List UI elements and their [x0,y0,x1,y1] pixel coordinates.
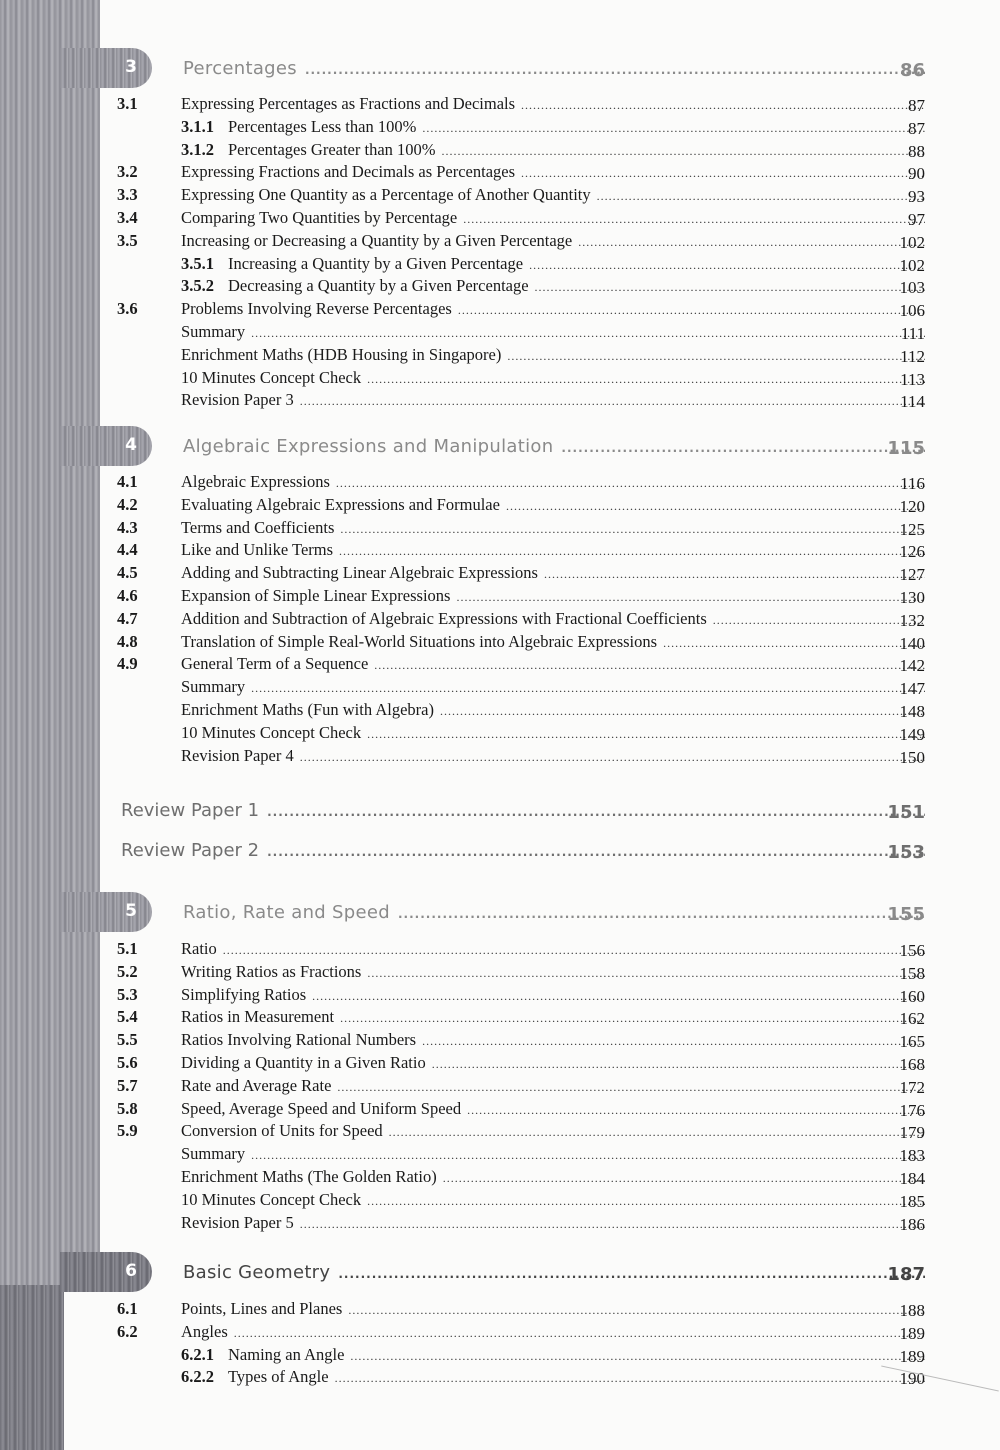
toc-entry[interactable] [0,1343,1000,1366]
entry-title: General Term of a Sequence [181,654,369,674]
leader-dots [300,394,925,409]
entry-title: Naming an Angle [228,1344,345,1364]
entry-title: Simplifying Ratios [181,984,307,1004]
subsection-number: 3.5.1 [181,253,214,273]
entry-title: Points, Lines and Planes [181,1299,343,1318]
section-number: 5.5 [117,1030,138,1050]
entry-page: 185 [899,1191,925,1211]
review-page: 153 [887,842,925,863]
entry-title: Percentages Less than 100% [228,116,417,136]
entry-title: Enrichment Maths (HDB Housing in Singapore) [181,344,502,364]
toc-entry[interactable] [0,1119,1000,1142]
entry-page: 126 [899,542,925,562]
entry-title: Problems Involving Reverse Percentages [181,299,452,319]
entry-page: 172 [899,1077,925,1097]
leader-dots [578,235,925,250]
toc-entry[interactable] [0,652,1000,675]
leader-dots [367,1194,925,1209]
entry-title: Speed, Average Speed and Uniform Speed [181,1098,462,1118]
toc-entry[interactable] [0,92,1000,115]
leader-dots [456,590,925,605]
chapter-page: 155 [887,904,925,925]
entry-title: Summary [181,322,246,341]
toc-entry[interactable] [0,1365,1000,1388]
entry-page: 188 [899,1301,925,1320]
entry-title: Revision Paper 3 [181,390,294,410]
toc-entry[interactable] [0,206,1000,229]
toc-entry[interactable] [0,1051,1000,1074]
leader-dots [398,907,925,921]
leader-dots [432,1057,925,1072]
entry-title: Angles [181,1321,228,1341]
section-number: 5.4 [117,1007,138,1027]
entry-title: Ratios in Measurement [181,1007,335,1027]
entry-page: 183 [899,1146,925,1166]
entry-title: Writing Ratios as Fractions [181,961,362,981]
toc-entry[interactable] [0,1188,1000,1211]
toc-entry[interactable] [0,675,1000,698]
section-number: 5.3 [117,984,138,1004]
entry-page: 90 [908,164,925,184]
toc-entry[interactable] [0,630,1000,653]
section-number: 4.3 [117,517,138,537]
leader-dots [367,372,925,387]
toc-entry[interactable] [0,744,1000,767]
leader-dots [267,805,925,819]
leader-dots [234,1326,925,1341]
entry-page: 147 [899,679,925,699]
leader-dots [544,567,925,582]
leader-dots [374,658,925,673]
chapter-number: 6 [125,1261,137,1281]
entry-page: 111 [900,324,925,343]
entry-title: Increasing or Decreasing a Quantity by a Given Percentage [181,230,573,250]
section-number: 4.6 [117,586,138,605]
entry-page: 165 [899,1032,925,1052]
entry-page: 103 [899,278,925,298]
entry-title: Revision Paper 5 [181,1212,294,1232]
leader-dots [338,1267,925,1281]
toc-entry[interactable] [0,1297,1000,1320]
entry-title: Comparing Two Quantities by Percentage [181,208,458,227]
section-number: 3.1 [117,94,138,113]
leader-dots [529,258,925,273]
leader-dots [340,1011,925,1026]
entry-page: 112 [900,346,925,366]
toc-entry[interactable] [0,1028,1000,1051]
chapter-heading[interactable] [0,56,1000,86]
leader-dots [312,989,925,1004]
entry-title: Summary [181,1144,246,1164]
section-number: 3.6 [117,299,138,319]
entry-page: 186 [899,1214,925,1234]
leader-dots [422,121,925,136]
entry-page: 130 [899,588,925,607]
chapter-title: Ratio, Rate and Speed [183,902,390,923]
toc-entry[interactable] [0,1165,1000,1188]
entry-page: 140 [899,633,925,653]
leader-dots [561,441,925,455]
review-paper-1[interactable] [0,798,1000,828]
entry-title: Conversion of Units for Speed [181,1121,383,1141]
chapter-heading[interactable] [0,1260,1000,1290]
review-page: 151 [887,802,925,823]
entry-title: Enrichment Maths (The Golden Ratio) [181,1167,437,1186]
toc-entry[interactable] [0,160,1000,183]
leader-dots [251,326,925,341]
entry-page: 156 [899,941,925,960]
leader-dots [422,1034,925,1049]
section-number: 5.7 [117,1075,138,1095]
subsection-number: 6.2.1 [181,1344,214,1364]
leader-dots [251,681,925,696]
entry-page: 168 [899,1055,925,1074]
entry-page: 189 [899,1323,925,1343]
leader-dots [267,845,925,859]
entry-page: 142 [899,656,925,676]
entry-page: 184 [899,1169,925,1188]
leader-dots [339,544,925,559]
leader-dots [443,1171,925,1186]
section-number: 4.1 [117,472,138,491]
toc-entry[interactable] [0,607,1000,630]
entry-title: Adding and Subtracting Linear Algebraic Expressions [181,563,538,583]
leader-dots [300,1217,925,1232]
entry-page: 106 [899,301,925,321]
leader-dots [521,166,925,181]
section-number: 4.9 [117,654,138,674]
leader-dots [251,1148,925,1163]
subsection-number: 3.1.2 [181,139,214,159]
leader-dots [305,63,925,77]
section-number: 4.8 [117,631,138,651]
entry-page: 120 [899,496,925,516]
leader-dots [521,98,925,113]
entry-title: Enrichment Maths (Fun with Algebra) [181,700,434,719]
leader-dots [340,522,925,537]
leader-dots [535,280,925,295]
entry-page: 93 [908,187,925,207]
leader-dots [467,1103,925,1118]
leader-dots [223,943,925,958]
toc-entry[interactable] [0,252,1000,275]
entry-page: 113 [900,369,925,389]
entry-title: Algebraic Expressions [181,472,330,491]
toc-entry[interactable] [0,274,1000,297]
entry-page: 125 [899,519,925,539]
section-number: 5.9 [117,1121,138,1141]
entry-title: Increasing a Quantity by a Given Percentage [228,253,524,273]
toc-entry[interactable] [0,366,1000,389]
entry-page: 190 [899,1369,925,1389]
entry-page: 189 [899,1346,925,1366]
chapter-number: 4 [125,435,137,455]
section-number: 3.2 [117,162,138,182]
entry-title: Evaluating Algebraic Expressions and Formulae [181,494,500,514]
toc-entry[interactable] [0,721,1000,744]
toc-entry[interactable] [0,1142,1000,1165]
review-title: Review Paper 1 [121,800,260,821]
toc-entry[interactable] [0,698,1000,721]
entry-title: Expressing Fractions and Decimals as Percentages [181,162,516,182]
entry-page: 179 [899,1123,925,1143]
entry-title: 10 Minutes Concept Check [181,367,362,387]
entry-page: 87 [908,118,925,138]
subsection-number: 6.2.2 [181,1367,214,1387]
chapter-number: 3 [125,57,137,77]
entry-page: 114 [900,392,925,412]
section-number: 4.7 [117,608,138,628]
chapter-page: 115 [887,438,925,459]
toc-entry[interactable] [0,115,1000,138]
toc-entry[interactable] [0,937,1000,960]
entry-title: Ratio [181,939,217,958]
toc-entry[interactable] [0,1097,1000,1120]
toc-entry[interactable] [0,1005,1000,1028]
entry-title: Expansion of Simple Linear Expressions [181,586,451,605]
toc-entry[interactable] [0,960,1000,983]
toc-entry[interactable] [0,138,1000,161]
chapter-heading[interactable] [0,900,1000,930]
entry-page: 150 [899,747,925,767]
section-number: 3.5 [117,230,138,250]
toc-entry[interactable] [0,983,1000,1006]
review-title: Review Paper 2 [121,840,260,861]
section-number: 4.5 [117,563,138,583]
entry-title: Percentages Greater than 100% [228,139,436,159]
entry-page: 116 [900,474,925,493]
subsection-number: 3.5.2 [181,276,214,296]
toc-entry[interactable] [0,343,1000,366]
entry-title: Revision Paper 4 [181,745,294,765]
toc-entry[interactable] [0,320,1000,343]
entry-page: 88 [908,141,925,161]
entry-title: Expressing One Quantity as a Percentage of Another Quantity [181,185,591,205]
leader-dots [367,966,925,981]
chapter-page: 187 [887,1264,925,1285]
entry-title: Like and Unlike Terms [181,540,334,560]
section-number: 5.8 [117,1098,138,1118]
entry-title: Addition and Subtraction of Algebraic Expressions with Fractional Coefficients [181,608,707,628]
leader-dots [337,1080,925,1095]
section-number: 5.6 [117,1053,138,1072]
toc-entry[interactable] [0,297,1000,320]
chapter-number: 5 [125,901,137,921]
toc-entry[interactable] [0,1211,1000,1234]
leader-dots [458,303,925,318]
section-number: 4.2 [117,494,138,514]
leader-dots [300,750,925,765]
chapter-page: 86 [899,60,925,81]
entry-page: 149 [899,724,925,744]
entry-title: Dividing a Quantity in a Given Ratio [181,1053,426,1072]
leader-dots [463,212,925,227]
chapter-heading[interactable] [0,434,1000,464]
leader-dots [506,499,925,514]
entry-title: Terms and Coefficients [181,517,335,537]
leader-dots [350,1349,925,1364]
entry-page: 158 [899,963,925,983]
entry-title: Translation of Simple Real-World Situations into Algebraic Expressions [181,631,658,651]
section-number: 6.2 [117,1321,138,1341]
leader-dots [440,704,925,719]
entry-page: 176 [899,1100,925,1120]
entry-page: 102 [899,255,925,275]
section-number: 4.4 [117,540,138,560]
leader-dots [389,1125,925,1140]
toc-entry[interactable] [0,516,1000,539]
section-number: 6.1 [117,1299,138,1318]
leader-dots [348,1303,925,1318]
subsection-number: 3.1.1 [181,116,214,136]
toc-entry[interactable] [0,584,1000,607]
leader-dots [335,1371,925,1386]
section-number: 5.2 [117,961,138,981]
review-paper-2[interactable] [0,838,1000,868]
leader-dots [597,189,925,204]
toc-entry[interactable] [0,538,1000,561]
entry-title: Types of Angle [228,1367,329,1387]
toc-entry[interactable] [0,388,1000,411]
entry-page: 160 [899,986,925,1006]
entry-title: Expressing Percentages as Fractions and Decimals [181,94,516,113]
entry-title: Rate and Average Rate [181,1075,332,1095]
toc-entry[interactable] [0,1320,1000,1343]
toc-entry[interactable] [0,1074,1000,1097]
entry-title: Decreasing a Quantity by a Given Percentage [228,276,529,296]
toc-entry[interactable] [0,470,1000,493]
entry-page: 148 [899,702,925,721]
entry-title: 10 Minutes Concept Check [181,1189,362,1209]
chapter-title: Algebraic Expressions and Manipulation [183,436,554,457]
leader-dots [442,144,925,159]
toc-entry[interactable] [0,229,1000,252]
toc-entry[interactable] [0,493,1000,516]
entry-page: 132 [899,610,925,630]
leader-dots [367,727,925,742]
entry-page: 102 [899,232,925,252]
entry-page: 127 [899,565,925,585]
chapter-title: Basic Geometry [183,1262,331,1283]
entry-page: 162 [899,1009,925,1029]
entry-page: 97 [908,210,925,229]
toc-entry[interactable] [0,183,1000,206]
section-number: 3.3 [117,185,138,205]
leader-dots [507,349,925,364]
section-number: 3.4 [117,208,138,227]
toc-entry[interactable] [0,561,1000,584]
entry-title: Summary [181,677,246,697]
entry-page: 87 [908,96,925,115]
entry-title: 10 Minutes Concept Check [181,722,362,742]
entry-title: Ratios Involving Rational Numbers [181,1030,417,1050]
leader-dots [336,476,925,491]
section-number: 5.1 [117,939,138,958]
chapter-title: Percentages [183,58,297,79]
